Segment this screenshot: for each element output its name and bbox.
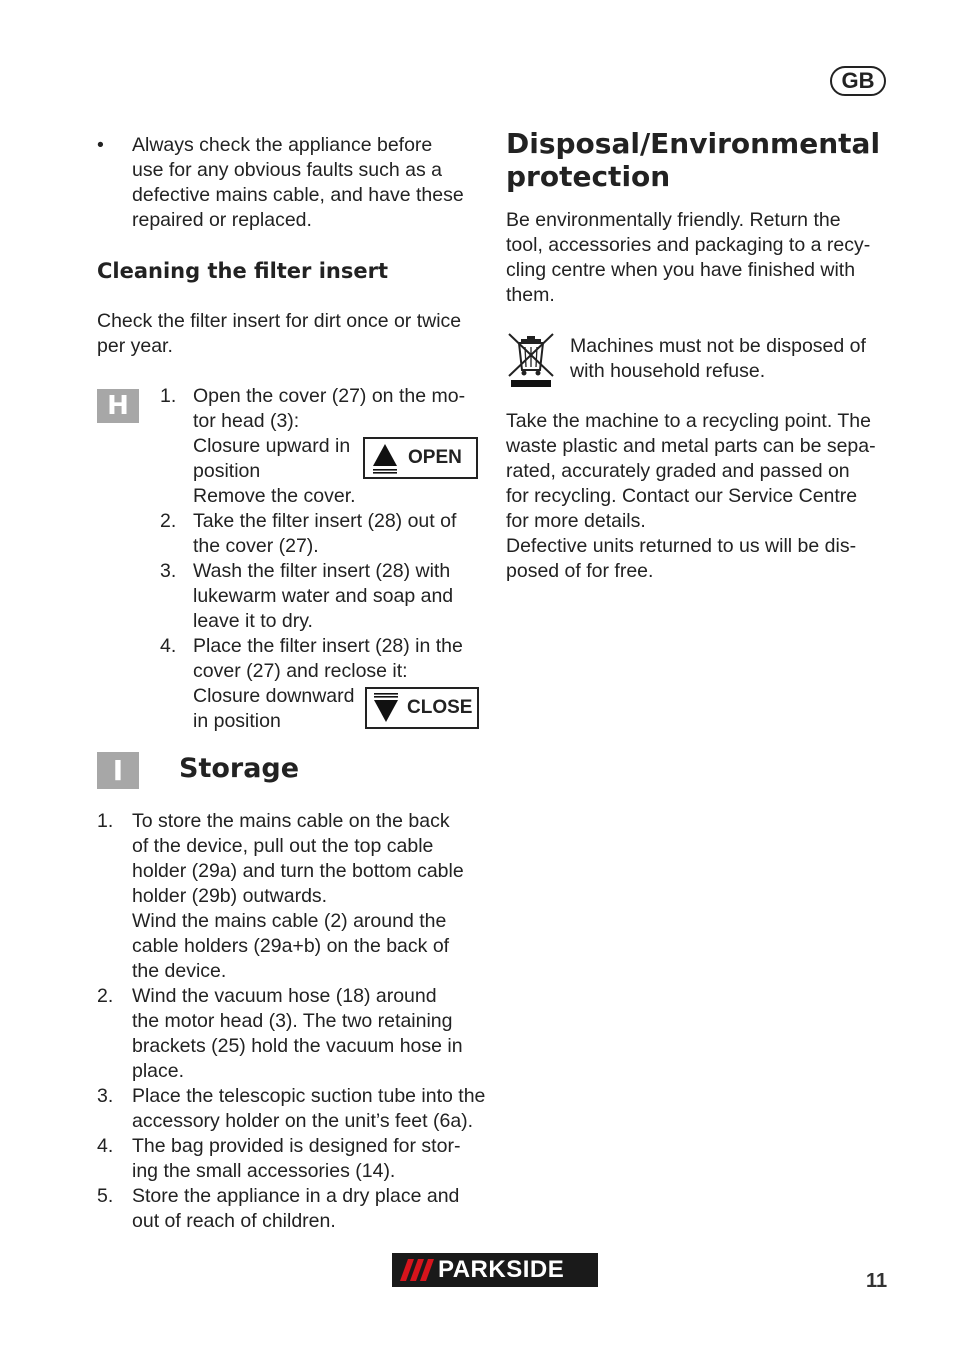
page-number: 11 [866,1270,888,1292]
intro-bullet-text: Always check the appliance before use for any obvious faults such as a defective mains cable, and have these repaired or replaced. [132,134,464,231]
logo-slashes-icon [394,1253,434,1287]
arrow-down-icon [371,690,401,726]
storage-steps [97,809,492,1234]
storage-step-4: 4. The bag provided is designed for stor- ing the small accessories (14). [97,1135,461,1182]
cleaning-step-2: 2. Take the filter insert (28) out of the cover (27). [160,510,457,557]
crossed-bin-icon [506,332,556,390]
language-badge: GB [830,66,886,96]
storage-step-5: 5. Store the appliance in a dry place and out of reach of children. [97,1185,460,1232]
arrow-up-icon [370,440,400,476]
cleaning-step-1: 1. Open the cover (27) on the mo- tor head (3): Closure upward in position Remove the cover. [160,385,466,507]
storage-step-2: 2. Wind the vacuum hose (18) around the motor head (3). The two retaining brackets (25) hold the vacuum hose in place. [97,985,463,1082]
section-h-box: H [97,389,139,423]
storage-step-3: 3. Place the telescopic suction tube into the accessory holder on the unit’s feet (6a). [97,1085,486,1132]
storage-step-1: 1. To store the mains cable on the back of the device, pull out the top cable holder (29a) and turn the bottom cable holder (29b) outwards. Wind the mains cable (2) around the cable holders (29a+b) on the back of the device. [97,810,464,982]
section-i-box: I [97,752,139,789]
weee-note: Machines must not be disposed of with household refuse. [570,335,866,382]
disposal-para-2: Take the machine to a recycling point. The waste plastic and metal parts can be sepa- rated, accurately graded and passed on for recycling. Contact our Service Centre for more details. Defective units returned to us will be dis- posed of for free. [506,410,876,582]
cleaning-heading: Cleaning the filter insert [97,259,389,283]
parkside-logo: PARKSIDE [392,1253,598,1287]
close-badge: CLOSE [365,687,479,729]
intro-bullet-mark: • [97,134,104,156]
cleaning-intro: Check the filter insert for dirt once or twice per year. [97,310,462,357]
storage-heading: Storage [179,753,300,784]
open-badge: OPEN [363,437,478,479]
disposal-para-1: Be environmentally friendly. Return the tool, accessories and packaging to a recy- cling centre when you have finished with them. [506,209,871,306]
disposal-heading: Disposal/Environmental protection [506,127,881,193]
cleaning-step-4: 4. Place the filter insert (28) in the cover (27) and reclose it: Closure downward in position [160,635,463,732]
cleaning-step-3: 3. Wash the filter insert (28) with lukewarm water and soap and leave it to dry. [160,560,454,632]
